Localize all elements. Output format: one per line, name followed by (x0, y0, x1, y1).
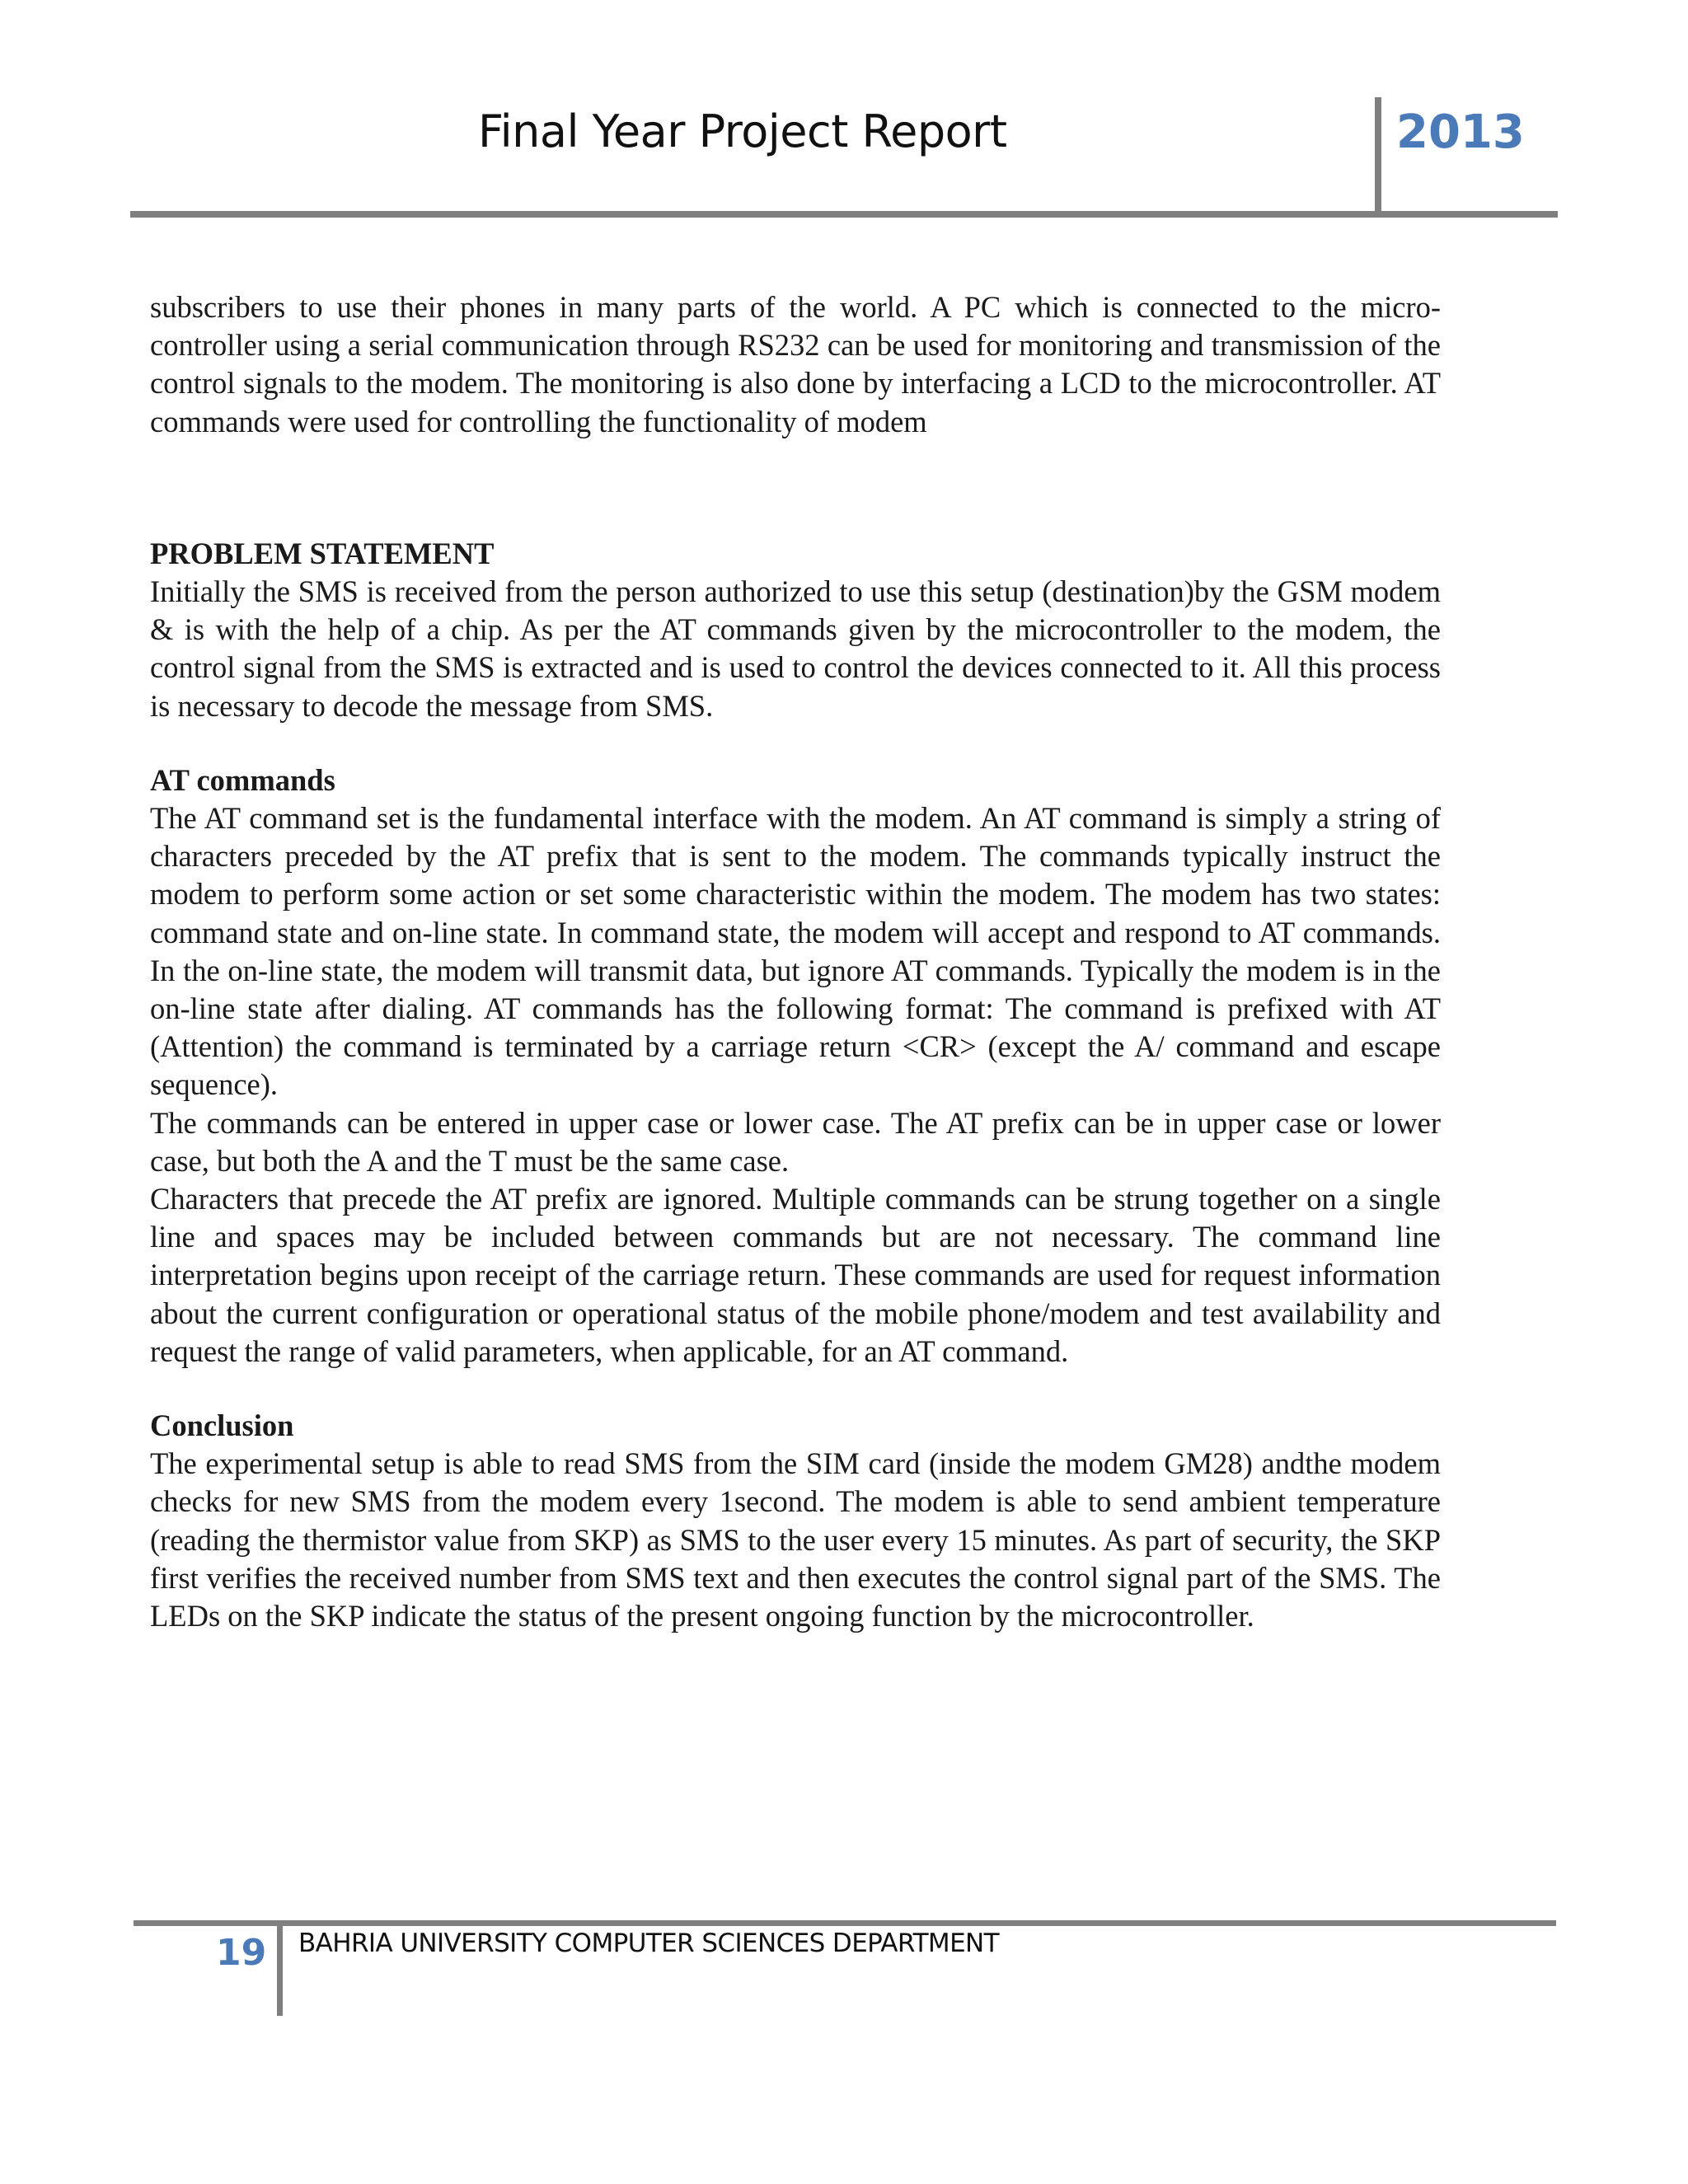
footer-divider-vertical (277, 1920, 283, 2016)
header-rule (130, 211, 1558, 218)
report-year: 2013 (1396, 105, 1525, 159)
department-name: BAHRIA UNIVERSITY COMPUTER SCIENCES DEPARTMENT (298, 1929, 999, 1958)
header-divider-vertical (1375, 97, 1381, 214)
conclusion-paragraph: The experimental setup is able to read SMS from the SIM card (inside the modem GM28) andthe modem checks for new SMS from the modem every 1second. The modem is able to send ambient temperature (reading the thermistor value from SKP) as SMS to the user every 15 minutes. As part of security, the SKP first verifies the received number from SMS text and then executes the control signal part of the SMS. The LEDs on the SKP indicate the status of the present ongoing function by the microcontroller. (150, 1446, 1441, 1633)
problem-statement-paragraph: Initially the SMS is received from the person authorized to use this setup (destination)by the GSM modem & is with the help of a chip. As per the AT commands given by the microcontroller to the modem, the control signal from the SMS is extracted and is used to control the devices connected to it. All this process is necessary to decode the message from SMS. (150, 574, 1441, 723)
page-body (150, 288, 1441, 1635)
at-commands-heading: AT commands (150, 762, 335, 797)
conclusion-heading: Conclusion (150, 1408, 294, 1443)
at-commands-paragraph-3: Characters that precede the AT prefix are ignored. Multiple commands can be strung together on a single line and spaces may be included between commands but are not necessary. The command line interpretation begins upon receipt of the carriage return. These commands are used for request information about the current configuration or operational status of the mobile phone/modem and test availability and request the range of valid parameters, when applicable, for an AT command. (150, 1182, 1441, 1368)
footer-rule (134, 1920, 1556, 1926)
at-commands-paragraph-1: The AT command set is the fundamental interface with the modem. An AT command is simply a string of characters preceded by the AT prefix that is sent to the modem. The commands typically instruct the modem to perform some action or set some characteristic within the modem. The modem has two states: command state and on-line state. In command state, the modem will accept and respond to AT commands. In the on-line state, the modem will transmit data, but ignore AT commands. Typically the modem is in the on-line state after dialing. AT commands has the following format: The command is prefixed with AT (Attention) the command is terminated by a carriage return <CR> (except the A/ command and escape sequence). (150, 801, 1441, 1102)
report-title: Final Year Project Report (478, 105, 1007, 157)
at-commands-paragraph-2: The commands can be entered in upper case or lower case. The AT prefix can be in upper case or lower case, but both the A and the T must be the same case. (150, 1105, 1441, 1178)
problem-statement-heading: PROBLEM STATEMENT (150, 536, 495, 570)
page-number: 19 (216, 1932, 267, 1974)
intro-paragraph: subscribers to use their phones in many parts of the world. A PC which is connected to the micro-controller using a serial communication through RS232 can be used for monitoring and transmission of the control signals to the modem. The monitoring is also done by interfacing a LCD to the microcontroller. AT commands were used for controlling the functionality of modem (150, 290, 1441, 438)
